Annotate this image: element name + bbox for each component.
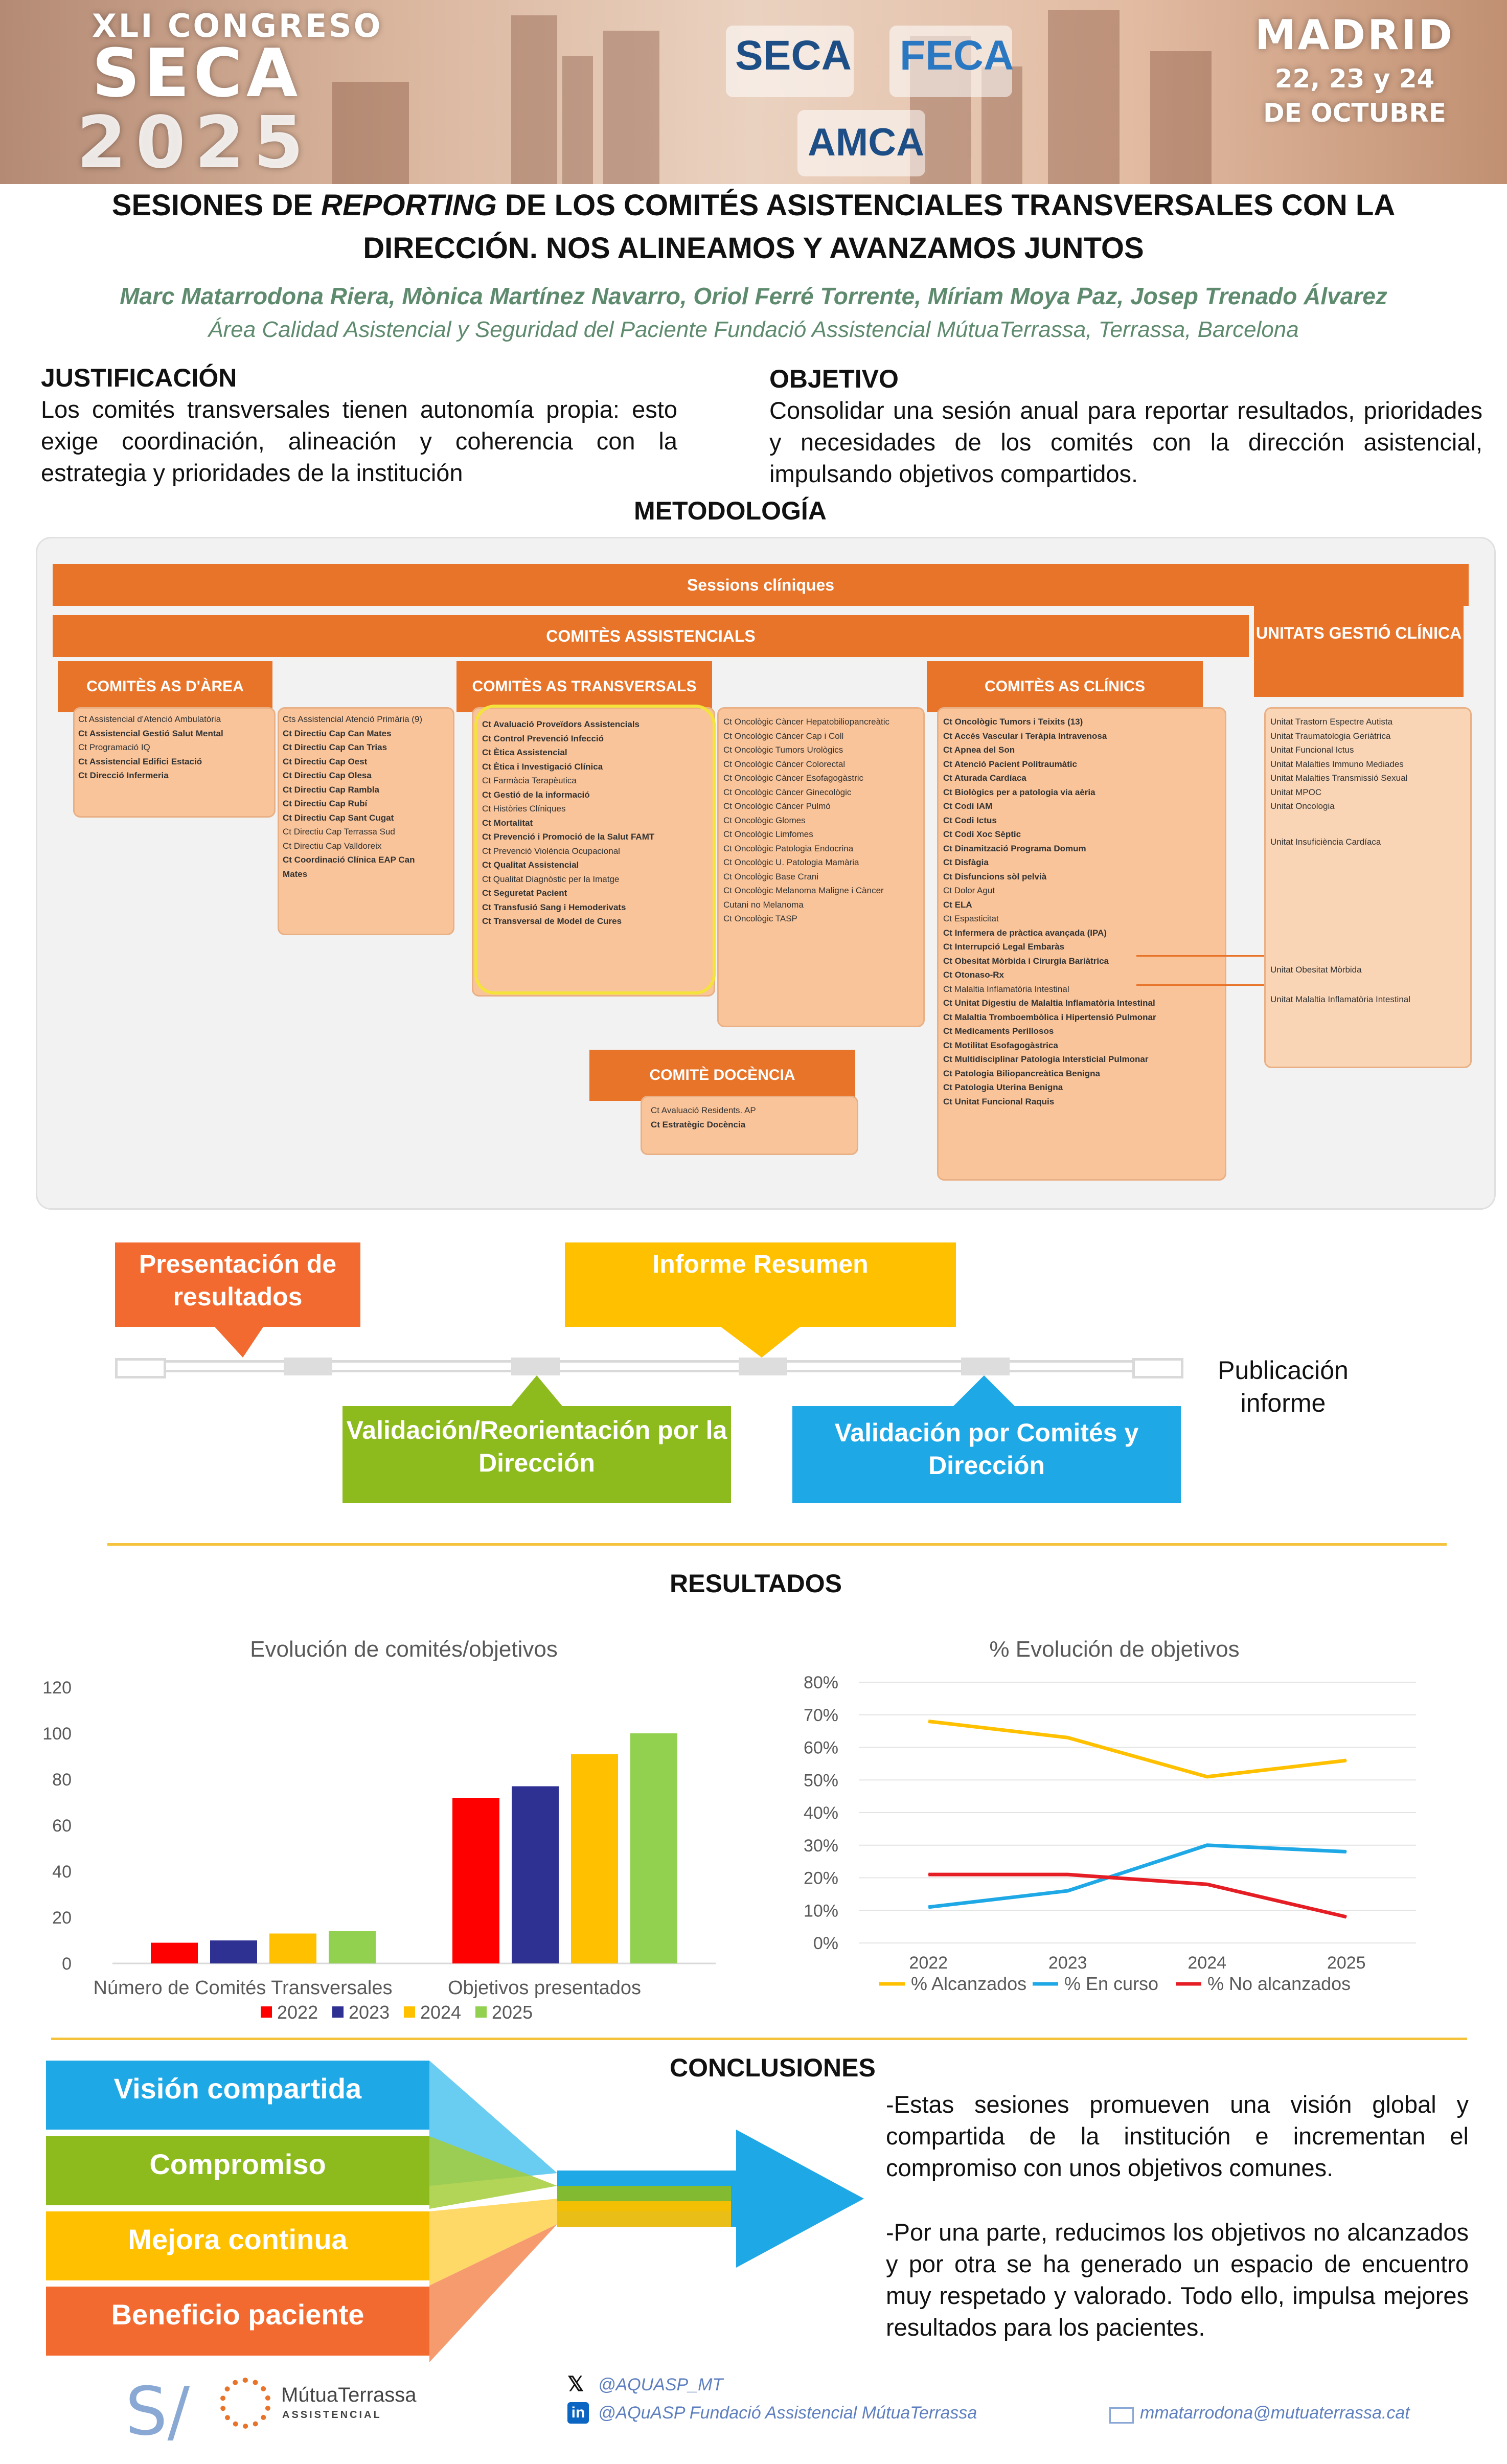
clinic-item: Ct Otonaso-Rx (943, 970, 1004, 980)
area-item: Ct Assistencial Gestió Salut Mental (78, 728, 223, 738)
line-chart-ytick: 20% (803, 1868, 838, 1888)
unit-obesitat: Unitat Obesitat Mòrbida (1270, 965, 1362, 975)
conclusion-para-2: -Por una parte, reducimos los objetivos no alcanzados y por otra se ha generado un espacio de encuentro muy respetado y valorado. Todo ello, impulsa mejores resultados para los pacientes. (886, 2219, 1469, 2341)
step3-label: Validación/Reorientación por la Dirección (346, 1416, 727, 1477)
clinic-item: Ct ELA (943, 899, 972, 910)
oncology-list (723, 715, 889, 926)
step5-label: Publicación informe (1218, 1356, 1349, 1417)
step4-label: Validación por Comités y Dirección (834, 1418, 1139, 1480)
line-chart-xtick: 2024 (1188, 1953, 1227, 1973)
clinic-item: Ct Dolor Agut (943, 886, 995, 895)
area2-item: Ct Directiu Cap Can Mates (283, 728, 392, 738)
line-chart-xtick: 2023 (1048, 1953, 1087, 1973)
bar-chart-title: Evolución de comités/objetivos (250, 1637, 558, 1662)
point-% No alcanzados-3 (1346, 1916, 1347, 1917)
unit-item: Unitat Traumatologia Geriàtrica (1270, 731, 1391, 741)
point-% En curso-0 (928, 1907, 929, 1908)
area-item: Ct Assistencial Edifici Estació (78, 756, 202, 766)
oncology-item: Ct Oncològic Càncer Esofagogàstric (723, 773, 864, 783)
point-% En curso-3 (1346, 1851, 1347, 1852)
divider-1 (107, 1543, 1447, 1546)
title-line-1: SESIONES DE REPORTING DE LOS COMITÉS ASISTENCIALES TRANSVERSALES CON LA (111, 189, 1396, 222)
area2-item: Ct Coordinació Clínica EAP Can (283, 855, 415, 865)
unit-list (1270, 715, 1407, 813)
unit-item: Unitat Malalties Immuno Mediades (1270, 759, 1404, 769)
timeline-mark-4 (961, 1358, 1010, 1375)
arrow-obesitat (1136, 955, 1264, 957)
clinic-item: Ct Unitat Digestiu de Malaltia Inflamatòria Intestinal (943, 998, 1155, 1008)
transversals-bar: COMITÈS AS TRANSVERSALS (456, 661, 712, 712)
line-chart-ytick: 50% (803, 1771, 838, 1791)
concl-compromiso: Compromiso (46, 2136, 429, 2205)
docencia-bar: COMITÈ DOCÈNCIA (589, 1050, 855, 1101)
line-chart-ytick: 70% (803, 1705, 838, 1725)
clinic-item: Ct Codi Ictus (943, 815, 997, 825)
area2-item: Cts Assistencial Atenció Primària (9) (283, 714, 423, 724)
point-% Alcanzados-0 (928, 1721, 929, 1722)
area-bar: COMITÈS AS D'ÀREA (58, 661, 272, 712)
transversal-item: Ct Seguretat Pacient (482, 888, 567, 898)
area-item: Ct Assistencial d'Atenció Ambulatòria (78, 714, 221, 724)
oncology-item: Ct Oncològic U. Patologia Mamària (723, 857, 859, 867)
point-% Alcanzados-1 (1067, 1737, 1068, 1738)
oncology-item: Ct Oncològic Tumors Urològics (723, 745, 843, 755)
bar-2023-1 (512, 1787, 559, 1964)
bar-2022-0 (151, 1943, 198, 1964)
point-% Alcanzados-2 (1206, 1776, 1207, 1777)
clinic-item: Ct Atenció Pacient Politraumàtic (943, 759, 1077, 769)
area2-list (283, 712, 422, 881)
oncology-item: Ct Oncològic Càncer Ginecològic (723, 787, 852, 797)
affiliation: Área Calidad Asistencial y Seguridad del Paciente Fundació Assistencial MútuaTerrassa, Terrassa, Barcelona (208, 317, 1299, 342)
point-% No alcanzados-2 (1206, 1884, 1207, 1885)
legend-label-% En curso: % En curso (1064, 1973, 1159, 1994)
bar-2025-0 (329, 1931, 376, 1963)
unit-item: Unitat Oncologia (1270, 801, 1335, 811)
transversal-item: Ct Prevenció i Promoció de la Salut FAMT (482, 832, 655, 842)
unit-item: Unitat Trastorn Espectre Autista (1270, 717, 1393, 727)
concl-beneficio: Beneficio paciente (46, 2287, 429, 2356)
area2-item: Ct Directiu Cap Olesa (283, 771, 372, 780)
clinic-item: Ct Espasticitat (943, 914, 999, 923)
clinic-item: Ct Disfàgia (943, 857, 989, 867)
bar-chart-ytick: 0 (62, 1954, 72, 1974)
mutua-logo-name: MútuaTerrassa (281, 2384, 417, 2406)
justificacion-heading: JUSTIFICACIÓN (41, 364, 237, 392)
clinic-item: Ct Motilitat Esofagogàstrica (943, 1040, 1058, 1050)
line-chart-xtick: 2022 (909, 1953, 948, 1973)
point-% Alcanzados-3 (1346, 1760, 1347, 1761)
transversal-item: Ct Ètica Assistencial (482, 748, 567, 757)
authors: Marc Matarrodona Riera, Mònica Martínez Navarro, Oriol Ferré Torrente, Míriam Moya Paz, Josep Trenado Álvarez (120, 283, 1387, 309)
point-% No alcanzados-1 (1067, 1874, 1068, 1875)
clinic-item: Ct Patologia Uterina Benigna (943, 1082, 1063, 1092)
bar-2025-1 (630, 1733, 677, 1963)
line-chart-xtick: 2025 (1327, 1953, 1366, 1973)
justificacion-text: Los comités transversales tienen autonomía propia: esto exige coordinación, alineación y coherencia con la estrategia y prioridades de la institución (41, 396, 677, 486)
clinic-item: Ct Oncològic Tumors i Teixits (13) (943, 717, 1083, 727)
unit-mii: Unitat Malaltia Inflamatòria Intestinal (1270, 994, 1411, 1004)
bar-chart-category: Número de Comités Transversales (93, 1977, 393, 1999)
clinic-item: Ct Apnea del Son (943, 745, 1015, 755)
line-chart-ytick: 0% (813, 1934, 838, 1953)
bar-chart-ytick: 100 (42, 1724, 72, 1744)
legend-label-% Alcanzados: % Alcanzados (911, 1973, 1027, 1994)
header-banner (0, 0, 1507, 184)
point-% En curso-1 (1067, 1890, 1068, 1891)
resultados-heading: RESULTADOS (670, 1569, 842, 1598)
clinic-item: Ct Codi Xoc Sèptic (943, 829, 1021, 839)
area2-item: Ct Directiu Cap Rubí (283, 799, 368, 808)
clinic-item: Ct Biològics per a patologia via aèria (943, 787, 1095, 797)
seca-logo: SECA (726, 26, 854, 97)
congress-edition: XLI CONGRESO (92, 7, 383, 44)
area2-item: Ct Directiu Cap Rambla (283, 784, 379, 795)
twitter-handle[interactable]: @AQUASP_MT (598, 2375, 723, 2394)
oncology-item: Ct Oncològic Càncer Hepatobiliopancreàtic (723, 717, 890, 727)
docencia-item: Ct Estratègic Docència (651, 1119, 746, 1129)
legend-swatch-2025 (475, 2006, 487, 2018)
step1-label: Presentación de resultados (139, 1250, 337, 1311)
transversal-item: Ct Avaluació Proveïdors Assistencials (482, 719, 640, 729)
oncology-item: Ct Oncològic TASP (723, 914, 797, 923)
conclusiones-heading: CONCLUSIONES (670, 2053, 876, 2082)
transversal-item: Ct Mortalitat (482, 818, 533, 828)
docencia-list (651, 1103, 756, 1132)
unitats-bar: UNITATS GESTIÓ CLÍNICA (1254, 569, 1464, 697)
clinic-item: Ct Malaltia Tromboembòlica i Hipertensió Pulmonar (943, 1012, 1156, 1022)
oncology-item: Cutani no Melanoma (723, 899, 804, 910)
clinic-item: Ct Malaltia Inflamatòria Intestinal (943, 984, 1069, 994)
legend-swatch-2022 (261, 2006, 272, 2018)
transversal-item: Ct Qualitat Diagnòstic per la Imatge (482, 874, 620, 884)
bar-chart-category: Objetivos presentados (447, 1977, 642, 1999)
clinic-item: Ct Obesitat Mòrbida i Cirurgia Bariàtrica (943, 956, 1109, 966)
line-chart-ytick: 10% (803, 1901, 838, 1921)
clinic-item: Ct Multidisciplinar Patologia Intersticial Pulmonar (943, 1054, 1149, 1064)
clinic-item: Ct Accés Vascular i Teràpia Intravenosa (943, 731, 1107, 741)
email-icon (1109, 2407, 1134, 2424)
transversal-item: Ct Control Prevenció Infecció (482, 733, 604, 743)
oncology-item: Ct Oncològic Càncer Colorectal (723, 759, 846, 769)
line-chart-ytick: 40% (803, 1803, 838, 1823)
transversal-list (482, 717, 654, 929)
line-chart (777, 1626, 1452, 2015)
area-item: Ct Programació IQ (78, 742, 150, 752)
comites-bar: COMITÈS ASSISTENCIALS (53, 615, 1249, 657)
congress-month: DE OCTUBRE (1263, 98, 1446, 128)
sessions-bar: Sessions clíniques (53, 564, 1469, 606)
timeline-mark-2 (511, 1358, 560, 1375)
line-chart-ytick: 60% (803, 1738, 838, 1758)
line-chart-ytick: 30% (803, 1836, 838, 1856)
clinic-list (943, 715, 1156, 1109)
oncology-item: Ct Oncològic Base Crani (723, 871, 819, 881)
clinic-item: Ct Aturada Cardíaca (943, 773, 1026, 783)
legend-label-% No alcanzados: % No alcanzados (1207, 1973, 1351, 1994)
concl-mejora: Mejora continua (46, 2211, 429, 2280)
transversal-item: Ct Qualitat Assistencial (482, 860, 579, 870)
methodology-diagram (36, 537, 1496, 1210)
clinic-item: Ct Interrupció Legal Embaràs (943, 942, 1065, 952)
oncology-item: Ct Oncològic Limfomes (723, 829, 813, 839)
bar-chart-ytick: 40 (52, 1862, 72, 1882)
unit-item: Unitat MPOC (1270, 787, 1322, 797)
legend-label-2024: 2024 (420, 2002, 462, 2023)
clinics-bar: COMITÈS AS CLÍNICS (927, 661, 1203, 712)
transversal-item: Ct Històries Clíniques (482, 804, 566, 813)
transversal-item: Ct Gestió de la informació (482, 789, 590, 800)
bar-chart-ytick: 60 (52, 1816, 72, 1836)
mutua-logo-icon (220, 2378, 271, 2429)
arrow-mii (1136, 984, 1264, 986)
objetivo-heading: OBJETIVO (769, 365, 899, 393)
legend-label-2025: 2025 (492, 2002, 533, 2023)
linkedin-handle[interactable]: @AQuASP Fundació Assistencial MútuaTerrassa (598, 2403, 977, 2423)
email-address[interactable]: mmatarrodona@mutuaterrassa.cat (1140, 2403, 1410, 2423)
bar-2024-0 (269, 1934, 316, 1964)
feca-logo: FECA (889, 26, 1012, 97)
transversal-item: Ct Farmàcia Terapèutica (482, 776, 577, 785)
transversal-item: Ct Prevenció Violència Ocupacional (482, 846, 620, 856)
area-item: Ct Direcció Infermeria (78, 771, 169, 780)
area2-item: Ct Directiu Cap Terrassa Sud (283, 827, 395, 837)
area2-item: Ct Directiu Cap Oest (283, 756, 368, 766)
legend-swatch-2023 (332, 2006, 344, 2018)
transversal-item: Ct Transfusió Sang i Hemoderivats (482, 902, 626, 912)
divider-2 (51, 2038, 1467, 2040)
amca-logo: AMCA (797, 110, 925, 176)
bar-2024-1 (571, 1754, 618, 1964)
bar-2023-0 (210, 1940, 257, 1963)
area2-item: Mates (283, 869, 308, 879)
area2-item: Ct Directiu Cap Can Trias (283, 742, 387, 752)
title-line-2: DIRECCIÓN. NOS ALINEAMOS Y AVANZAMOS JUNTOS (363, 232, 1144, 265)
objetivo-text: Consolidar una sesión anual para reportar resultados, prioridades y necesidades de los comités con la dirección asistencial, impulsando objetivos compartidos. (769, 397, 1482, 487)
footer-s-logo: S/ (125, 2372, 190, 2450)
oncology-item: Ct Oncològic Melanoma Maligne i Càncer (723, 886, 884, 895)
oncology-item: Ct Oncològic Patologia Endocrina (723, 843, 854, 853)
congress-year: 2025 (77, 101, 313, 184)
bar-chart-ytick: 80 (52, 1770, 72, 1790)
oncology-item: Ct Oncològic Glomes (723, 815, 806, 825)
unit-item: Unitat Malalties Transmissió Sexual (1270, 773, 1408, 783)
line-chart-title: % Evolución de objetivos (989, 1637, 1240, 1662)
conclusion-para-1: -Estas sesiones promueven una visión global y compartida de la institución e incrementan el compromiso con unos objetivos comunes. (886, 2091, 1469, 2181)
clinic-item: Ct Dinamització Programa Domum (943, 843, 1086, 853)
x-icon[interactable]: 𝕏 (567, 2373, 584, 2395)
clinic-item: Ct Codi IAM (943, 801, 993, 811)
unit-ic: Unitat Insuficiència Cardíaca (1270, 837, 1381, 847)
metodologia-heading: METODOLOGÍA (634, 496, 827, 525)
clinic-item: Ct Infermera de pràctica avançada (IPA) (943, 928, 1107, 938)
mutua-logo-sub: ASSISTENCIAL (282, 2409, 382, 2421)
transversal-item: Ct Transversal de Model de Cures (482, 916, 622, 926)
congress-name: SECA (92, 34, 302, 112)
oncology-item: Ct Oncològic Càncer Pulmó (723, 801, 831, 811)
bar-chart-ytick: 20 (52, 1908, 72, 1928)
transversal-item: Ct Ètica i Investigació Clínica (482, 761, 603, 772)
bar-chart-ytick: 120 (42, 1678, 72, 1698)
docencia-item: Ct Avaluació Residents. AP (651, 1105, 756, 1115)
clinic-item: Ct Medicaments Perillosos (943, 1026, 1054, 1036)
concl-vision: Visión compartida (46, 2061, 429, 2130)
point-% En curso-2 (1206, 1845, 1207, 1846)
area2-item: Ct Directiu Cap Sant Cugat (283, 812, 394, 823)
bar-chart (41, 1626, 726, 2035)
clinic-item: Ct Disfuncions sòl pelvià (943, 871, 1047, 881)
line-chart-ytick: 80% (803, 1673, 838, 1692)
legend-swatch-2024 (404, 2006, 415, 2018)
step2-label: Informe Resumen (652, 1250, 869, 1278)
line-% Alcanzados (928, 1722, 1346, 1777)
clinic-item: Ct Patologia Biliopancreàtica Benigna (943, 1068, 1101, 1078)
point-% No alcanzados-0 (928, 1874, 929, 1875)
congress-city: MADRID (1255, 11, 1454, 59)
legend-label-2023: 2023 (349, 2002, 390, 2023)
unit-item: Unitat Funcional Ictus (1270, 745, 1354, 755)
clinic-item: Ct Unitat Funcional Raquis (943, 1096, 1055, 1106)
poster-title (31, 184, 1476, 270)
oncology-item: Ct Oncològic Càncer Cap i Coll (723, 731, 844, 741)
area2-item: Ct Directiu Cap Valldoreix (283, 841, 382, 851)
congress-dates: 22, 23 y 24 (1274, 64, 1435, 94)
legend-label-2022: 2022 (277, 2002, 318, 2023)
area-list (78, 712, 223, 783)
linkedin-icon[interactable]: in (567, 2402, 589, 2424)
bar-2022-1 (452, 1798, 499, 1963)
